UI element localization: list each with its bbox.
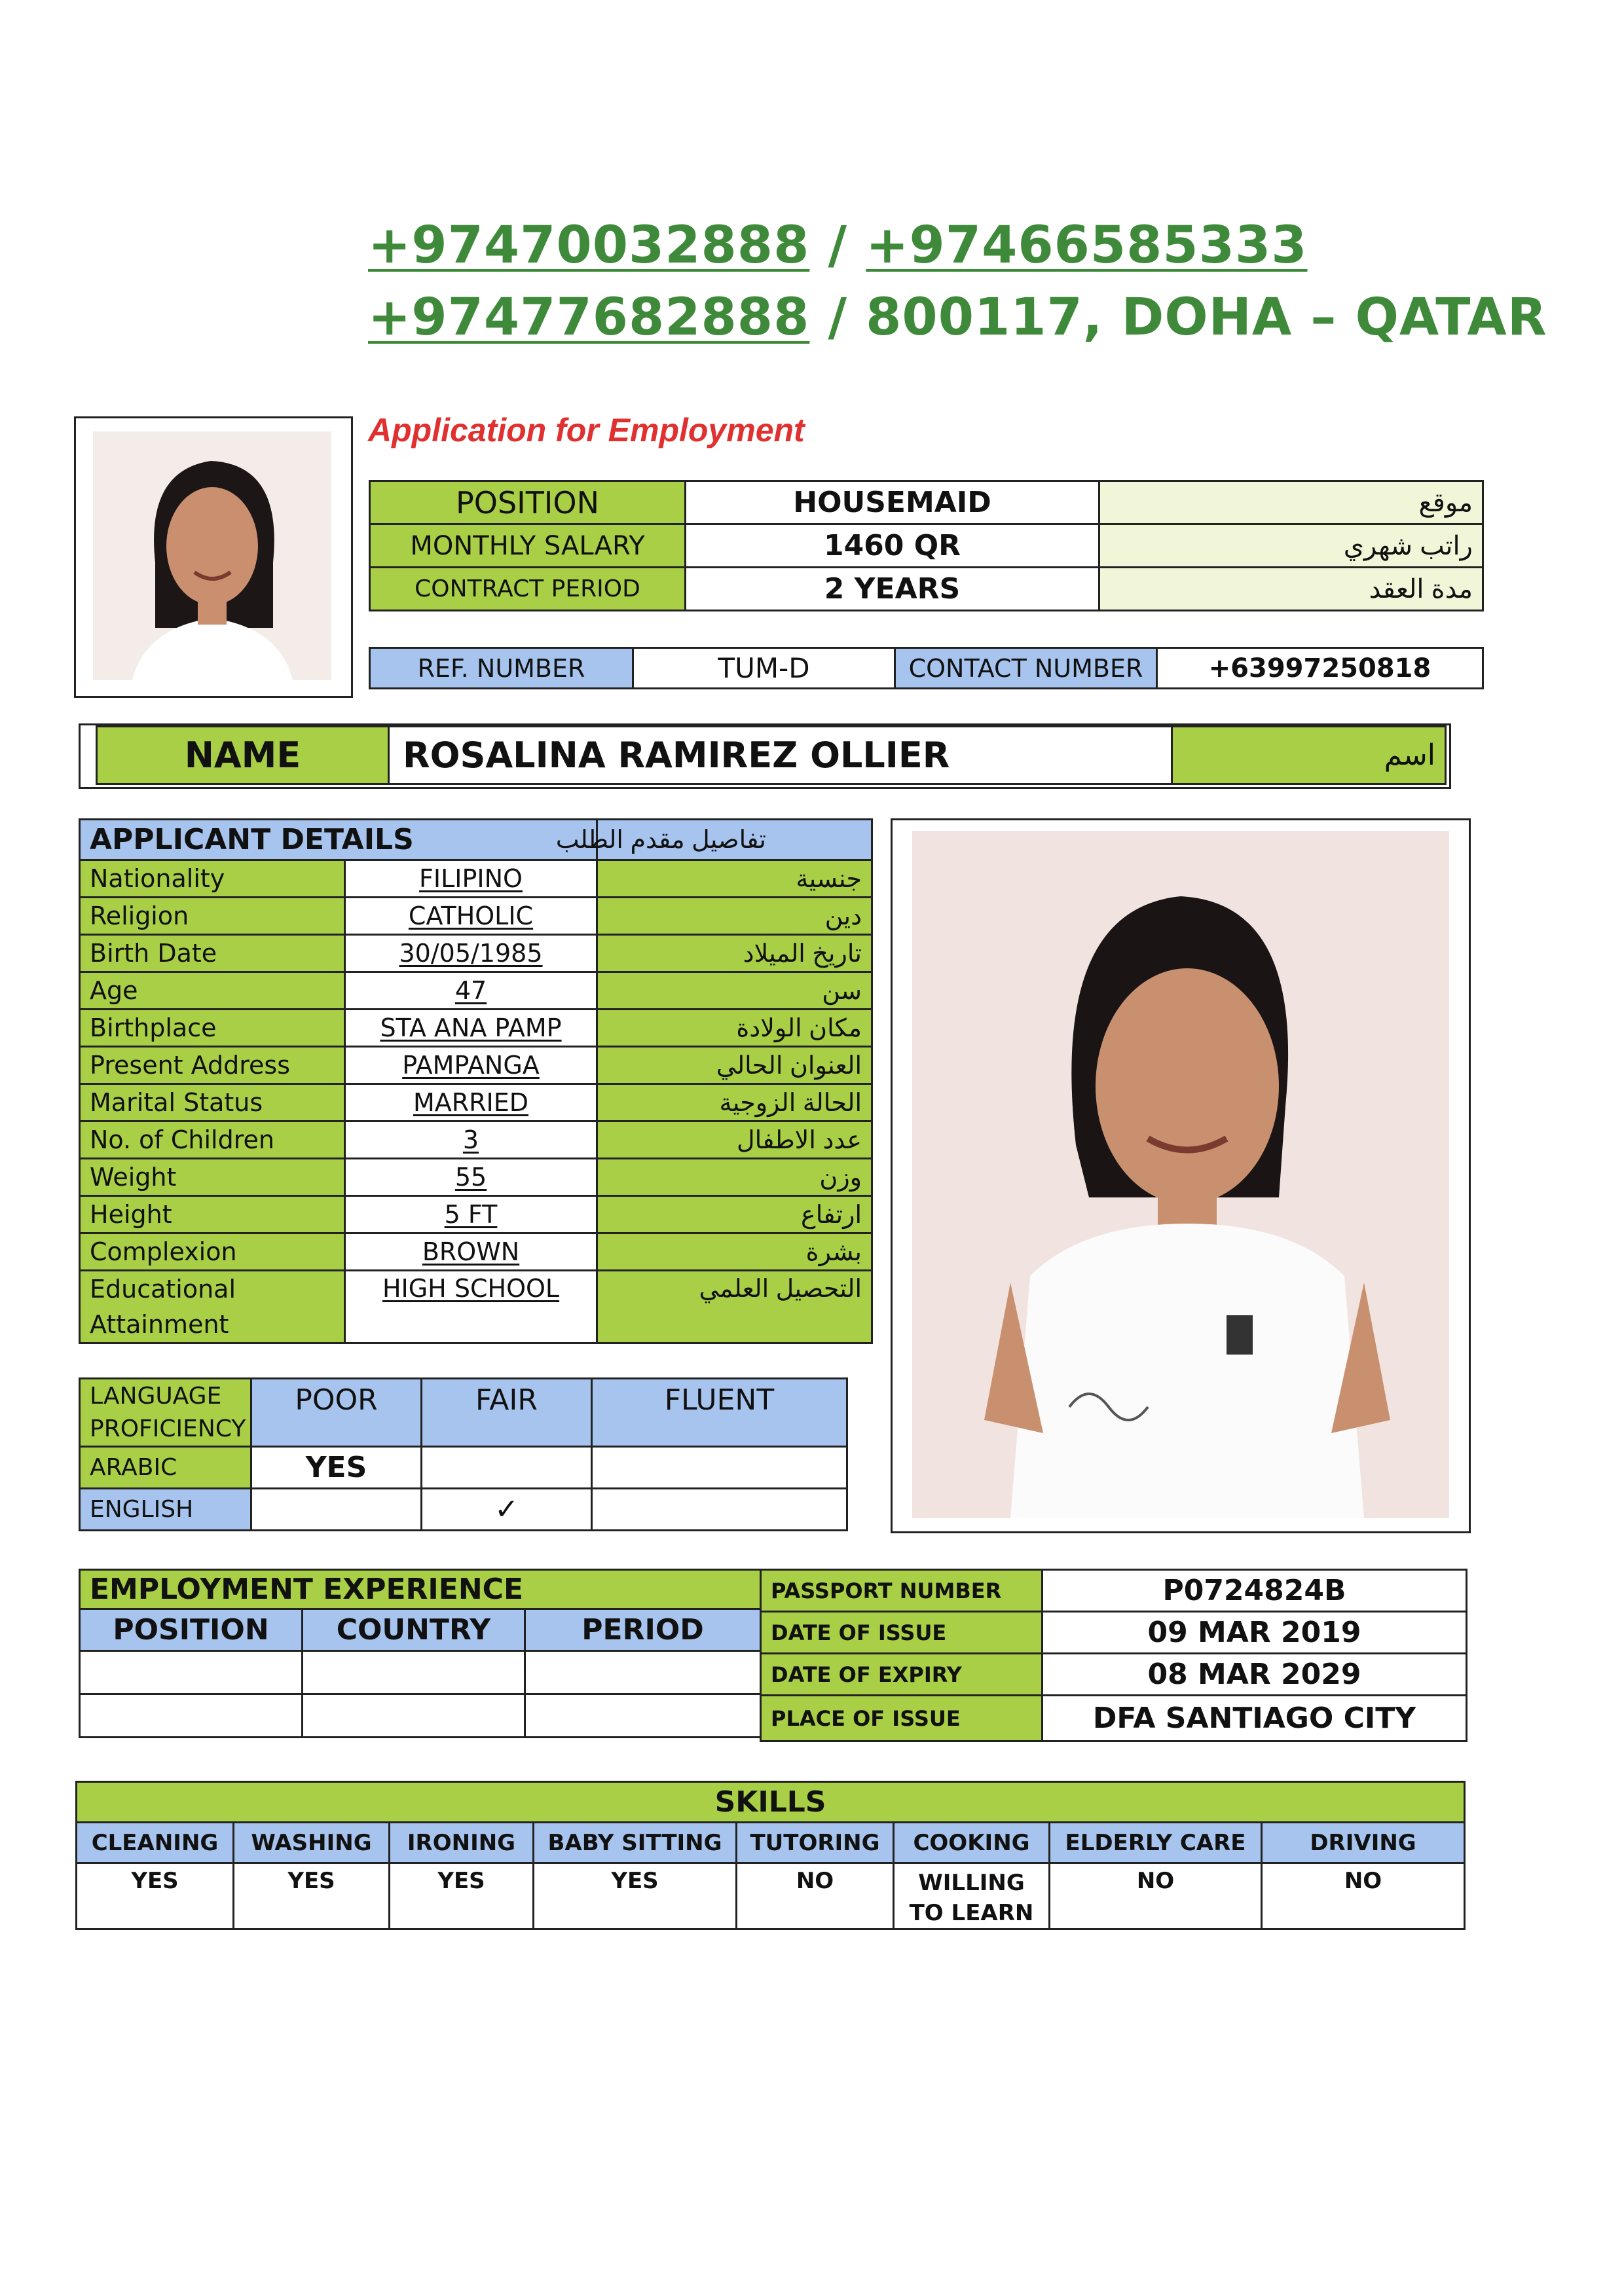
present-address-arabic: العنوان الحالي [597, 1047, 872, 1084]
lang-english-label: ENGLISH [80, 1489, 251, 1531]
children-label: No. of Children [80, 1121, 345, 1159]
lang-col-fluent: FLUENT [592, 1379, 847, 1447]
employment-col-period: PERIOD [525, 1609, 761, 1651]
name-label: NAME [97, 727, 389, 784]
height-arabic: ارتفاع [597, 1196, 872, 1233]
employment-cell [525, 1694, 761, 1738]
skill-cooking-value: WILLING TO LEARN [894, 1863, 1050, 1929]
phone-2[interactable]: +97466585333 [866, 216, 1308, 275]
skill-washing-value: YES [234, 1863, 390, 1929]
skill-ironing-label: IRONING [390, 1823, 534, 1863]
employment-cell [525, 1651, 761, 1694]
name-table [96, 725, 1447, 785]
name-value: ROSALINA RAMIREZ OLLIER [389, 727, 1172, 784]
contract-label: CONTRACT PERIOD [370, 568, 686, 611]
employment-cell [303, 1651, 525, 1694]
address-text: / 800117, DOHA – QATAR [809, 288, 1547, 347]
complexion-value: BROWN [345, 1233, 597, 1271]
skill-driving-value: NO [1262, 1863, 1465, 1929]
skill-washing-label: WASHING [234, 1823, 390, 1863]
birthplace-arabic: مكان الولادة [597, 1010, 872, 1047]
skill-driving-label: DRIVING [1262, 1823, 1465, 1863]
portrait-photo-small [93, 431, 331, 680]
language-table [79, 1377, 848, 1531]
lang-arabic-label: ARABIC [80, 1447, 251, 1489]
job-table [369, 480, 1484, 611]
contact-number-label: CONTACT NUMBER [895, 648, 1157, 689]
age-label: Age [80, 972, 345, 1010]
applicant-details-header: APPLICANT DETAILS [80, 820, 597, 860]
lang-english-poor [251, 1489, 422, 1531]
religion-label: Religion [80, 898, 345, 935]
religion-arabic: دين [597, 898, 872, 935]
lang-english-fair: ✓ [422, 1489, 592, 1531]
phone-separator: / [809, 216, 866, 275]
birthplace-value: STA ANA PAMP [345, 1010, 597, 1047]
skill-elderly-care-label: ELDERLY CARE [1050, 1823, 1262, 1863]
skill-ironing-value: YES [390, 1863, 534, 1929]
birthplace-label: Birthplace [80, 1010, 345, 1047]
phone-3[interactable]: +97477682888 [368, 288, 810, 347]
contract-value: 2 YEARS [686, 568, 1099, 611]
ref-number-label: REF. NUMBER [370, 648, 633, 689]
position-label: POSITION [370, 481, 686, 524]
nationality-label: Nationality [80, 860, 345, 898]
applicant-details-arabic: تفاصيل مقدم الطلب [597, 820, 872, 860]
large-photo-frame [891, 818, 1471, 1533]
employment-cell [80, 1694, 303, 1738]
skill-baby-sitting-label: BABY SITTING [534, 1823, 737, 1863]
education-arabic: التحصيل العلمي [597, 1271, 872, 1343]
skill-tutoring-label: TUTORING [737, 1823, 894, 1863]
weight-value: 55 [345, 1159, 597, 1196]
lang-arabic-fluent [592, 1447, 847, 1489]
skill-cooking-label: COOKING [894, 1823, 1050, 1863]
present-address-value: PAMPANGA [345, 1047, 597, 1084]
birth-date-value: 30/05/1985 [345, 935, 597, 972]
form-title: Application for Employment [368, 412, 805, 448]
salary-arabic: راتب شهري [1099, 524, 1483, 568]
education-value: HIGH SCHOOL [345, 1271, 597, 1343]
date-of-issue-label: DATE OF ISSUE [761, 1612, 1043, 1654]
skill-elderly-care-value: NO [1050, 1863, 1262, 1929]
skills-table [75, 1781, 1466, 1930]
age-value: 47 [345, 972, 597, 1010]
salary-label: MONTHLY SALARY [370, 524, 686, 568]
passport-number-label: PASSPORT NUMBER [761, 1570, 1043, 1612]
complexion-arabic: بشرة [597, 1233, 872, 1271]
lang-english-fluent [592, 1489, 847, 1531]
place-of-issue-value: DFA SANTIAGO CITY [1043, 1696, 1467, 1741]
marital-status-arabic: الحالة الزوجية [597, 1084, 872, 1121]
applicant-details-table [79, 818, 873, 1344]
skill-tutoring-value: NO [737, 1863, 894, 1929]
employment-table [79, 1569, 762, 1738]
complexion-label: Complexion [80, 1233, 345, 1271]
portrait-photo-large [912, 831, 1449, 1518]
marital-status-label: Marital Status [80, 1084, 345, 1121]
lang-arabic-fair [422, 1447, 592, 1489]
height-label: Height [80, 1196, 345, 1233]
date-of-issue-value: 09 MAR 2019 [1043, 1612, 1467, 1654]
employment-cell [303, 1694, 525, 1738]
present-address-label: Present Address [80, 1047, 345, 1084]
salary-value: 1460 QR [686, 524, 1099, 568]
place-of-issue-label: PLACE OF ISSUE [761, 1696, 1043, 1741]
children-arabic: عدد الاطفال [597, 1121, 872, 1159]
passport-number-value: P0724824B [1043, 1570, 1467, 1612]
nationality-value: FILIPINO [345, 860, 597, 898]
small-photo-frame [74, 416, 353, 698]
marital-status-value: MARRIED [345, 1084, 597, 1121]
age-arabic: سن [597, 972, 872, 1010]
employment-header: EMPLOYMENT EXPERIENCE [80, 1570, 761, 1609]
phone-1[interactable]: +97470032888 [368, 216, 810, 275]
birth-date-arabic: تاريخ الميلاد [597, 935, 872, 972]
reference-table [369, 647, 1484, 689]
weight-label: Weight [80, 1159, 345, 1196]
employment-cell [80, 1651, 303, 1694]
language-header: LANGUAGE PROFICIENCY [80, 1379, 251, 1447]
name-arabic: اسم [1172, 727, 1446, 784]
children-value: 3 [345, 1121, 597, 1159]
position-arabic: موقع [1099, 481, 1483, 524]
position-value: HOUSEMAID [686, 481, 1099, 524]
birth-date-label: Birth Date [80, 935, 345, 972]
weight-arabic: وزن [597, 1159, 872, 1196]
contract-arabic: مدة العقد [1099, 568, 1483, 611]
height-value: 5 FT [345, 1196, 597, 1233]
employment-col-position: POSITION [80, 1609, 303, 1651]
phone-line-2 [368, 288, 1547, 347]
date-of-expiry-label: DATE OF EXPIRY [761, 1654, 1043, 1696]
skill-cleaning-label: CLEANING [77, 1823, 234, 1863]
skill-cleaning-value: YES [77, 1863, 234, 1929]
passport-table [760, 1569, 1467, 1742]
education-label: Educational Attainment [80, 1271, 345, 1343]
lang-col-fair: FAIR [422, 1379, 592, 1447]
employment-col-country: COUNTRY [303, 1609, 525, 1651]
ref-number-value: TUM-D [633, 648, 895, 689]
skills-header: SKILLS [77, 1782, 1465, 1823]
nationality-arabic: جنسية [597, 860, 872, 898]
lang-col-poor: POOR [251, 1379, 422, 1447]
date-of-expiry-value: 08 MAR 2029 [1043, 1654, 1467, 1696]
lang-arabic-poor: YES [251, 1447, 422, 1489]
phone-line-1 [368, 216, 1308, 275]
skill-baby-sitting-value: YES [534, 1863, 737, 1929]
religion-value: CATHOLIC [345, 898, 597, 935]
contact-number-value[interactable]: +63997250818 [1157, 648, 1483, 689]
